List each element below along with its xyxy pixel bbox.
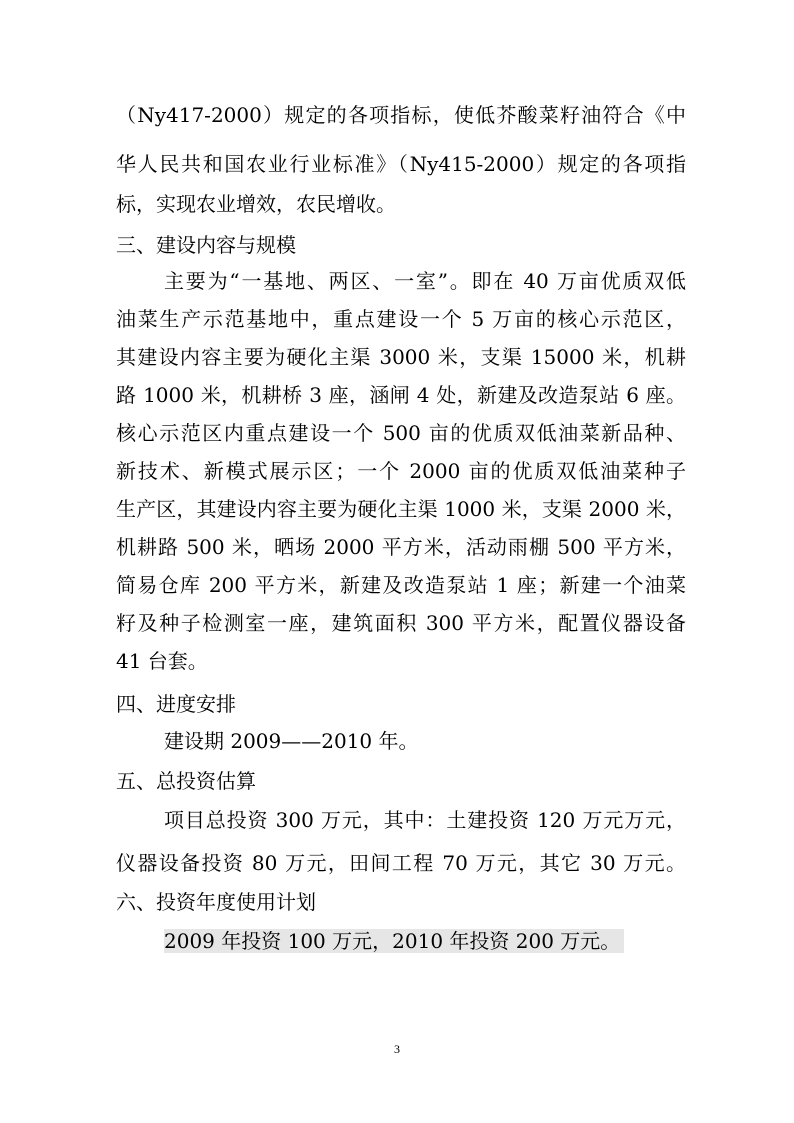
body-text-line-highlighted [164,927,686,955]
body-text-line: 标，实现农业增效，农民增收。 [116,192,396,216]
body-text-line: 华人民共和国农业行业标准》（Ny415-2000）规定的各项指 [116,152,686,176]
highlighted-text: 2009 年投资 100 万元，2010 年投资 200 万元。 [164,929,624,953]
body-text-line: 核心示范区内重点建设一个 500 亩的优质双低油菜新品种、 [116,421,686,445]
body-text-line: 简易仓库 200 平方米，新建及改造泵站 1 座；新建一个油菜 [116,573,686,597]
body-text-line: 建设期 2009——2010 年。 [164,729,419,753]
body-text-line: 油菜生产示范基地中，重点建设一个 5 万亩的核心示范区， [116,307,686,331]
body-text-line: 生产区，其建设内容主要为硬化主渠 1000 米，支渠 2000 米， [116,497,686,521]
body-text-line: （Ny417-2000）规定的各项指标，使低芥酸菜籽油符合《中 [116,103,686,127]
body-text-line: 41 台套。 [116,649,208,673]
body-text-line: 其建设内容主要为硬化主渠 3000 米，支渠 15000 米，机耕 [116,345,686,369]
section-heading-investment-estimate: 五、总投资估算 [116,769,256,793]
section-heading-annual-plan: 六、投资年度使用计划 [116,890,316,914]
body-text-line: 新技术、新模式展示区；一个 2000 亩的优质双低油菜种子 [116,459,686,483]
section-heading-schedule: 四、进度安排 [116,692,236,716]
section-heading-construction: 三、建设内容与规模 [116,233,296,257]
body-text-line: 项目总投资 300 万元，其中：土建投资 120 万元万元， [164,808,686,832]
body-text-line: 路 1000 米，机耕桥 3 座，涵闸 4 处，新建及改造泵站 6 座。 [116,383,686,407]
body-text-line: 仪器设备投资 80 万元，田间工程 70 万元，其它 30 万元。 [116,851,686,875]
page-number: 3 [394,1042,400,1056]
body-text-line: 机耕路 500 米，晒场 2000 平方米，活动雨棚 500 平方米， [116,535,686,559]
body-text-line: 主要为“一基地、两区、一室”。即在 40 万亩优质双低 [164,269,686,293]
body-text-line: 籽及种子检测室一座，建筑面积 300 平方米，配置仪器设备 [116,611,686,635]
